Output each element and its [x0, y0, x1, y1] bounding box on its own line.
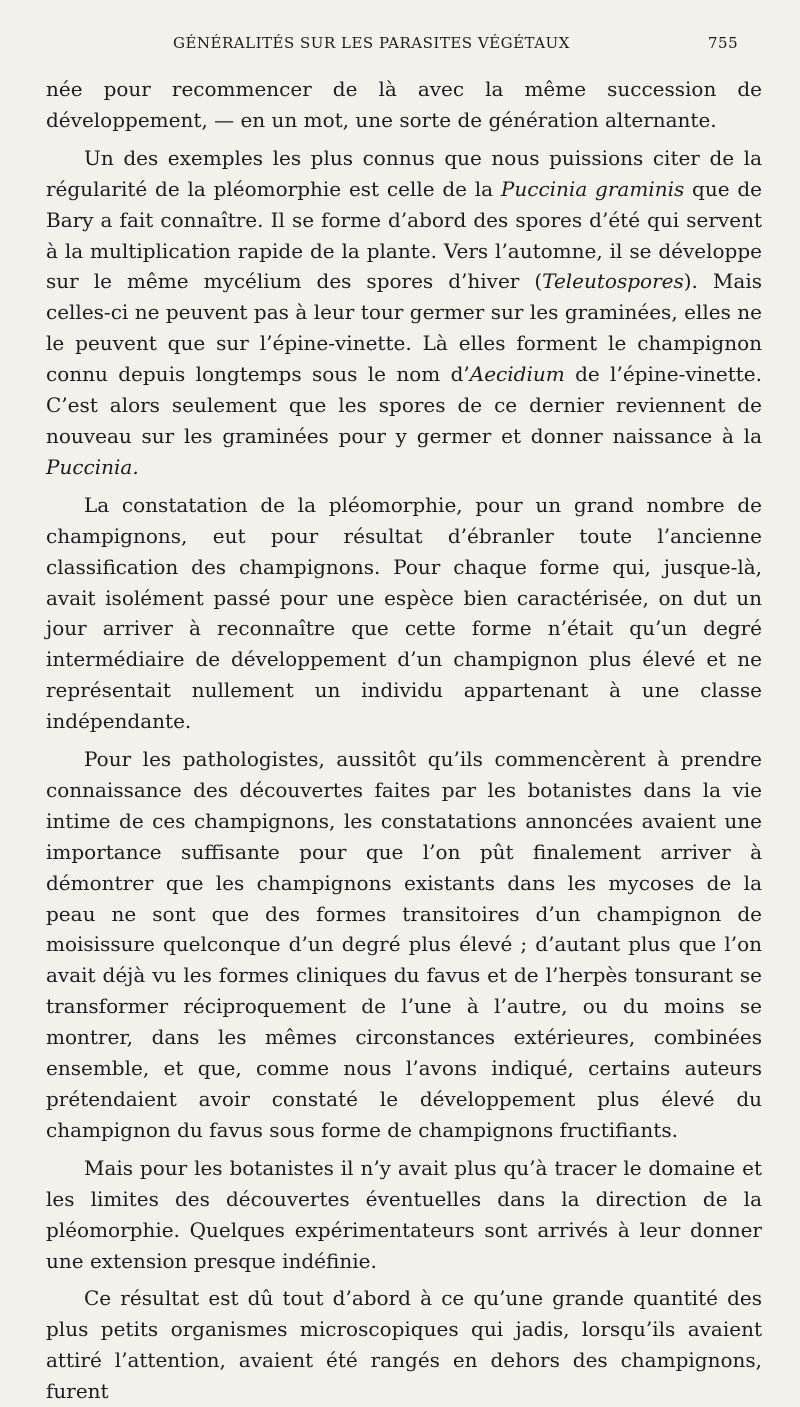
paragraph — [46, 1153, 762, 1277]
text-run: Mais pour les botanistes il n’y avait plus qu’à tracer le domaine et les limites des découvertes éventuelles dans la direction de la pléomorphie. Quelques expérimentateurs sont arrivés à leur donner une extension presque indéfinie. — [46, 1155, 762, 1273]
text-run: La constatation de la pléomorphie, pour un grand nombre de champignons, eut pour résultat d’ébranler toute l’ancienne classification des champignons. Pour chaque forme qui, jusque-là, avait isolément passé pour une espèce bien caractérisée, on dut un jour arriver à reconnaître que cette forme n’était qu’un degré intermédiaire de développement d’un champignon plus élevé et ne représentait nullement un individu appartenant à une classe indépendante. — [46, 492, 762, 734]
running-title: GÉNÉRALITÉS SUR LES PARASITES VÉGÉTAUX — [173, 34, 570, 52]
body-text — [46, 74, 762, 1407]
page-number: 755 — [708, 34, 739, 52]
italic-term: Puccinia. — [46, 454, 139, 479]
text-run: que de Bary a fait connaître. Il se forme d’abord des spores d’été qui servent à la multiplication rapide de la plante. Vers l’automne, il se développe sur le même mycélium des spores d’hiver ( — [46, 176, 762, 294]
text-run: de l’épine-vinette. C’est alors seulement que les spores de ce dernier reviennent de nouveau sur les graminées pour y germer et donner naissance à la — [46, 362, 763, 448]
text-run: Ce résultat est dû tout d’abord à ce qu’une grande quantité des plus petits organismes microscopiques qui jadis, lorsqu’ils avaient attiré l’attention, avaient été rangés en dehors des champignons, furent — [46, 1286, 762, 1404]
paragraph — [46, 490, 762, 737]
paragraph — [46, 1283, 762, 1407]
paragraph — [46, 744, 762, 1146]
text-run: Pour les pathologistes, aussitôt qu’ils commencèrent à prendre connaissance des découvertes faites par les botanistes dans la vie intime de ces champignons, les constatations annoncées avaient une importance suffisante pour que l’on pût finalement arriver à démontrer que les champignons existants dans les mycoses de la peau ne sont que des formes transitoires d’un champignon de moisissure quelconque d’un degré plus élevé ; d’autant plus que l’on avait déjà vu les formes cliniques du favus et de l’herpès tonsurant se transformer réciproquement de l’une à l’autre, ou du moins se montrer, dans les mêmes circonstances extérieures, combinées ensemble, et que, comme nous l’avons indiqué, certains auteurs prétendaient avoir constaté le développement plus élevé du champignon du favus sous forme de champignons fructifiants. — [46, 747, 762, 1142]
italic-term: Teleutospores — [542, 269, 684, 294]
italic-term: Aecidium — [469, 362, 565, 387]
text-run: ). Mais celles-ci ne peuvent pas à leur tour germer sur les graminées, elles ne le peuvent que sur l’épine-vinette. Là elles forment le champignon connu depuis longtemps sous le nom d’ — [46, 269, 762, 387]
text-run: Un des exemples les plus connus que nous puissions citer de la régularité de la pléomorphie est celle de la — [46, 145, 762, 201]
paragraph — [46, 143, 762, 483]
italic-term: Puccinia graminis — [500, 176, 685, 201]
page-header — [0, 34, 800, 58]
paragraph — [46, 74, 762, 136]
text-run: née pour recommencer de là avec la même succession de développement, — en un mot, une sorte de génération alternante. — [46, 77, 762, 132]
